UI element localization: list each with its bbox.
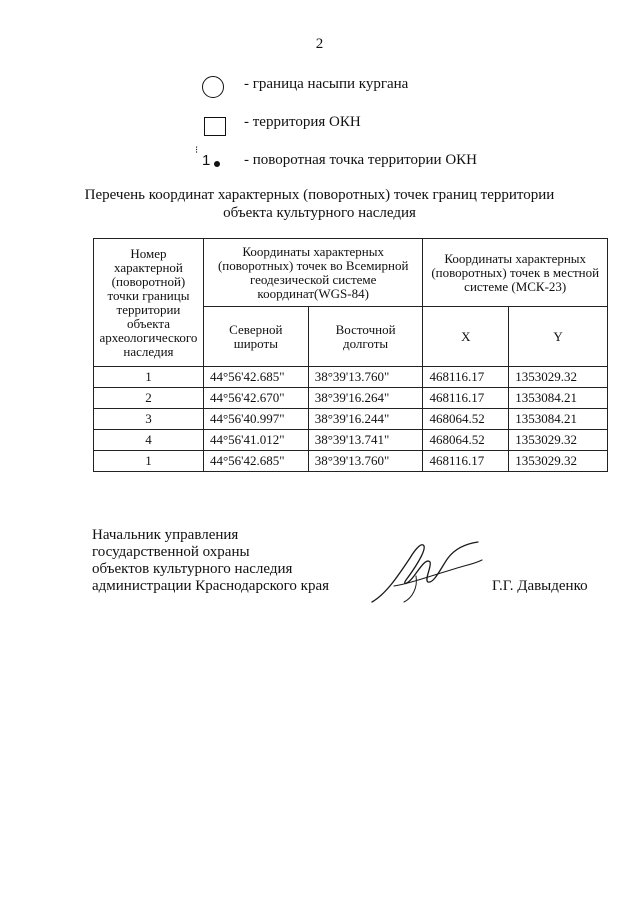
cell-latitude: 44°56'41.012"	[203, 430, 308, 451]
list-title-line: Перечень координат характерных (поворотных) точек границ территории	[84, 187, 555, 203]
signatory-name: Г.Г. Давыденко	[492, 578, 588, 594]
cell-latitude: 44°56'42.670"	[203, 388, 308, 409]
point-marker-label: 1	[202, 152, 211, 169]
cell-x: 468116.17	[423, 367, 509, 388]
cell-longitude: 38°39'13.760"	[308, 451, 423, 472]
cell-y: 1353029.32	[509, 451, 608, 472]
cell-x: 468064.52	[423, 409, 509, 430]
cell-point-number: 2	[94, 388, 204, 409]
header-wgs-group: Координаты характерных (поворотных) точек во Всемирной геодезической системе координат(WGS-84)	[203, 239, 423, 307]
list-title-line: объекта культурного наследия	[223, 205, 416, 221]
cell-x: 468116.17	[423, 388, 509, 409]
page-number: 2	[315, 36, 324, 52]
legend-item-turning-point	[0, 145, 639, 178]
cell-y: 1353029.32	[509, 430, 608, 451]
cell-y: 1353084.21	[509, 388, 608, 409]
table-row	[94, 451, 608, 472]
cell-longitude: 38°39'13.760"	[308, 367, 423, 388]
circle-icon	[202, 76, 224, 98]
position-line: администрации Краснодарского края	[92, 578, 330, 594]
cell-point-number: 1	[94, 367, 204, 388]
header-point-number: Номер характерной (поворотной) точки границы территории объекта археологического наследия	[94, 239, 204, 367]
legend-text: - территория ОКН	[244, 114, 361, 130]
list-title	[40, 186, 599, 222]
cell-point-number: 1	[94, 451, 204, 472]
cell-y: 1353084.21	[509, 409, 608, 430]
header-x: X	[423, 307, 509, 367]
position-line: Начальник управления	[92, 527, 239, 543]
cell-point-number: 4	[94, 430, 204, 451]
cell-latitude: 44°56'40.997"	[203, 409, 308, 430]
cell-longitude: 38°39'16.244"	[308, 409, 423, 430]
table-row	[94, 367, 608, 388]
header-north-lat: Северной широты	[203, 307, 308, 367]
cell-point-number: 3	[94, 409, 204, 430]
table-row	[94, 388, 608, 409]
signatory-position	[92, 527, 329, 595]
cell-longitude: 38°39'13.741"	[308, 430, 423, 451]
header-east-lon: Восточной долготы	[308, 307, 423, 367]
table-row	[94, 430, 608, 451]
cell-x: 468116.17	[423, 451, 509, 472]
cell-y: 1353029.32	[509, 367, 608, 388]
header-local-group: Координаты характерных (поворотных) точек в местной системе (МСК-23)	[423, 239, 608, 307]
handwritten-signature-icon	[368, 536, 488, 608]
table-row	[94, 409, 608, 430]
cell-latitude: 44°56'42.685"	[203, 367, 308, 388]
cell-x: 468064.52	[423, 430, 509, 451]
square-icon	[204, 117, 226, 136]
dots-icon: ⁝	[195, 145, 199, 156]
coordinates-table	[93, 238, 608, 472]
legend-text: - граница насыпи кургана	[244, 76, 409, 92]
header-y: Y	[509, 307, 608, 367]
legend-item-territory	[0, 114, 639, 140]
legend-item-mound	[0, 76, 639, 102]
legend-text: - поворотная точка территории ОКН	[244, 152, 477, 168]
cell-latitude: 44°56'42.685"	[203, 451, 308, 472]
cell-longitude: 38°39'16.264"	[308, 388, 423, 409]
position-line: объектов культурного наследия	[92, 561, 293, 577]
dot-icon	[214, 161, 220, 167]
point-marker-icon	[194, 145, 234, 174]
position-line: государственной охраны	[92, 544, 250, 560]
